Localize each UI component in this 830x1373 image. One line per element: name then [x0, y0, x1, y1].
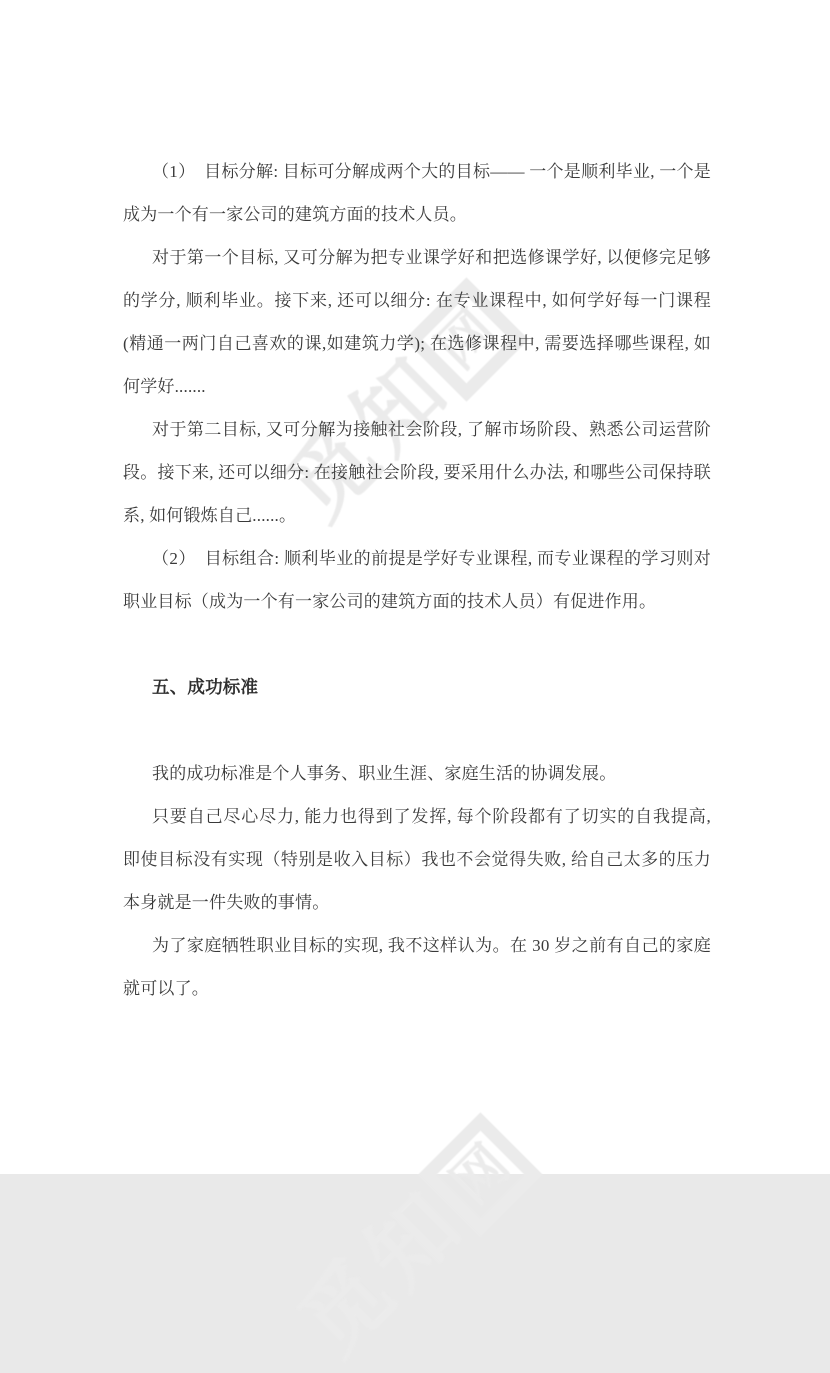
watermark-logo-diamond [418, 1112, 542, 1236]
paragraph-second-goal-breakdown: 对于第二目标, 又可分解为接触社会阶段, 了解市场阶段、熟悉公司运营阶段。接下来, 还可以细分: 在接触社会阶段, 要采用什么办法, 和哪些公司保持联系, 如何锻炼自己......。 [123, 420, 711, 525]
watermark-boxed-char: 网 [440, 1134, 521, 1215]
paragraph-effort-and-failure: 只要自己尽心尽力, 能力也得到了发挥, 每个阶段都有了切实的自我提高, 即使目标没有实现（特别是收入目标）我也不会觉得失败, 给自己太多的压力本身就是一件失败的事情。 [123, 807, 711, 912]
paragraph-goal-combination: （2） 目标组合: 顺利毕业的前提是学好专业课程, 而专业课程的学习则对职业目标（成为一个有一家公司的建筑方面的技术人员）有促进作用。 [123, 549, 711, 611]
watermark-char: 觅 [282, 1243, 412, 1373]
watermark-boxed-char: 网 [426, 299, 507, 380]
paragraph-goal-decomposition: （1） 目标分解: 目标可分解成两个大的目标—— 一个是顺利毕业, 一个是成为一个有一家公司的建筑方面的技术人员。 [123, 162, 711, 224]
paragraph-first-goal-breakdown: 对于第一个目标, 又可分解为把专业课学好和把选修课学好, 以便修完足够的学分, 顺利毕业。接下来, 还可以细分: 在专业课程中, 如何学好每一门课程(精通一两门自己喜欢的课,如建筑力学); 在选修课程中, 需要选择哪些课程, 如何学好....... [123, 248, 711, 396]
paragraph-family-vs-career: 为了家庭牺牲职业目标的实现, 我不这样认为。在 30 岁之前有自己的家庭就可以了。 [123, 936, 711, 998]
watermark-char: 知 [334, 342, 464, 472]
document-content [123, 150, 711, 1010]
watermark-char: 知 [348, 1177, 478, 1307]
watermark [282, 1112, 542, 1373]
watermark-char: 觅 [268, 408, 398, 538]
section-heading-success-criteria: 五、成功标准 [152, 677, 259, 697]
paragraph-success-criteria-summary: 我的成功标准是个人事务、职业生涯、家庭生活的协调发展。 [152, 764, 617, 783]
